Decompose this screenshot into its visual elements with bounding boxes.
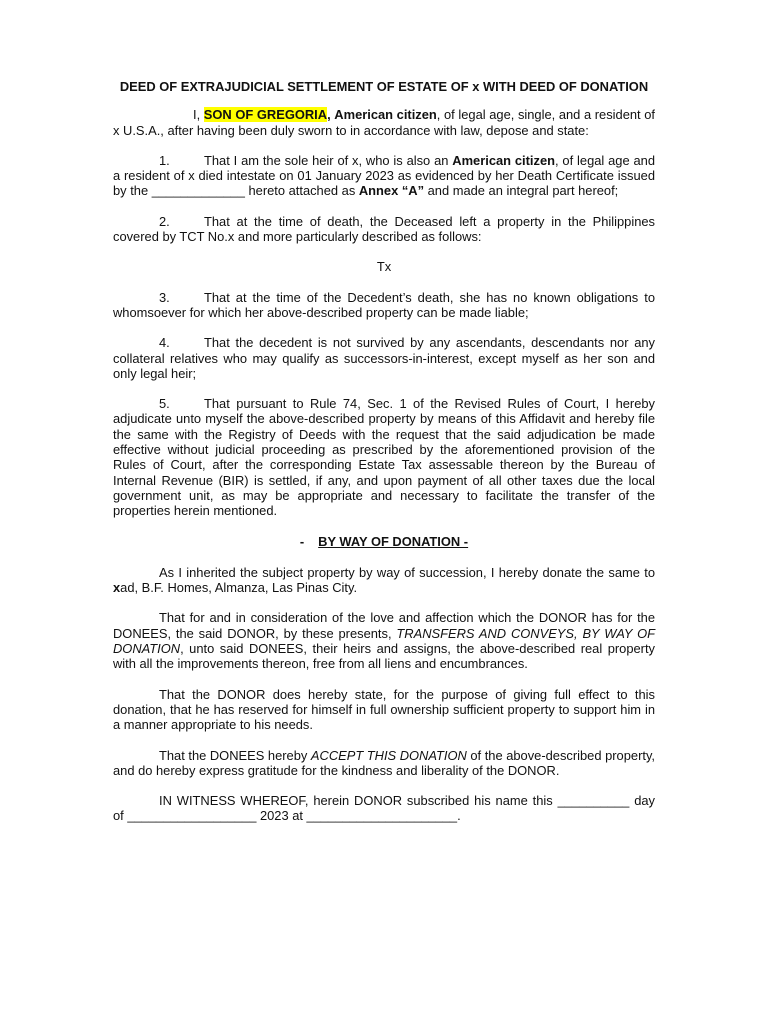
- affiant-name: SON OF GREGORIA: [203, 107, 328, 123]
- item-5: [113, 396, 655, 518]
- item-4: [113, 335, 655, 381]
- item-4-text: That the decedent is not survived by any ascendants, descendants nor any collateral relatives who may qualify as successors-in-interest, except myself as her son and only legal heir;: [113, 335, 655, 381]
- donation-4-post: of the above-described property, and do hereby express gratitude for the kindness and liberality of the DONOR.: [113, 747, 656, 778]
- donation-3-text: That the DONOR does hereby state, for the purpose of giving full effect to this donation, that he has reserved for himself in full ownership sufficient property to support him in a manner appropriate to his needs.: [113, 686, 655, 733]
- item-1-mid: , of legal age and a resident of x died intestate on 01 January 2023 as evidenced by her Death Certificate issued by the _____________ hereto attached as: [113, 152, 655, 199]
- donation-paragraph-1: [113, 565, 655, 596]
- intro-comma: ,: [327, 107, 331, 123]
- item-1-post: and made an integral part hereof;: [424, 183, 619, 199]
- property-description: Tx: [376, 259, 392, 275]
- item-3-number: 3.: [159, 289, 170, 305]
- donee-placeholder: x: [113, 580, 121, 596]
- item-5-number: 5.: [159, 396, 170, 412]
- item-1-citizenship: American citizen: [452, 152, 555, 168]
- item-5-text: That pursuant to Rule 74, Sec. 1 of the Revised Rules of Court, I hereby adjudicate unto myself the above-described property by means of this Affidavit and hereby file the same with the Registry of Deeds with the request that the said adjudication be made effective without judicial proceeding as prescribed by the aforementioned provision of the Rules of Court, after the corresponding Estate Tax assessable thereon by the Bureau of Internal Revenue (BIR) is settled, if any, and upon payment of all other taxes due the local government unit, as may be appropriate and necessary to facilitate the transfer of the properties herein mentioned.: [113, 396, 655, 519]
- donation-4-pre: That the DONEES hereby: [159, 747, 308, 763]
- donation-1-post: ad, B.F. Homes, Almanza, Las Pinas City.: [120, 580, 358, 596]
- item-2-number: 2.: [159, 213, 170, 229]
- donation-paragraph-2: [113, 610, 655, 671]
- item-2-text: That at the time of death, the Deceased left a property in the Philippines covered by TCT No.x and more particularly described as follows:: [113, 213, 655, 245]
- section-dash: -: [299, 533, 305, 549]
- donation-2-post: , unto said DONEES, their heirs and assigns, the above-described real property with all the improvements thereon, free from all liens and encumbrances.: [113, 641, 655, 672]
- annex-label: Annex “A”: [358, 183, 425, 199]
- section-label: BY WAY OF DONATION -: [318, 533, 469, 549]
- donation-paragraph-4: [113, 748, 655, 779]
- item-3-text: That at the time of the Decedent’s death, she has no known obligations to whomsoever for which her above-described property can be made liable;: [113, 289, 655, 320]
- intro-rest: , of legal age, single, and a resident of x U.S.A., after having been duly sworn to in accordance with law, depose and state:: [113, 107, 655, 138]
- item-1: [113, 153, 655, 199]
- donation-2-italic: TRANSFERS AND CONVEYS, BY WAY OF DONATION: [113, 625, 655, 657]
- item-4-number: 4.: [159, 335, 170, 351]
- donation-4-italic: ACCEPT THIS DONATION: [310, 747, 467, 763]
- intro-paragraph: [113, 107, 655, 138]
- donation-2-pre: That for and in consideration of the love and affection which the DONOR has for the DONEES, the said DONOR, by these presents,: [113, 610, 655, 641]
- item-1-number: 1.: [159, 152, 170, 168]
- citizenship: American citizen: [334, 107, 437, 123]
- document-title: DEED OF EXTRAJUDICIAL SETTLEMENT OF ESTATE OF x WITH DEED OF DONATION: [119, 79, 649, 94]
- intro-pre: I,: [193, 107, 201, 123]
- donation-paragraph-3: [113, 687, 655, 733]
- donation-section-heading: [113, 534, 655, 549]
- item-2: [113, 214, 655, 245]
- donation-1-pre: As I inherited the subject property by way of succession, I hereby donate the same to: [159, 564, 655, 580]
- witness-text: IN WITNESS WHEREOF, herein DONOR subscribed his name this __________ day of __________________ 2023 at _____________________.: [113, 793, 655, 824]
- witness-paragraph: [113, 793, 655, 824]
- item-1-pre: That I am the sole heir of x, who is also an: [204, 152, 449, 168]
- item-3: [113, 290, 655, 321]
